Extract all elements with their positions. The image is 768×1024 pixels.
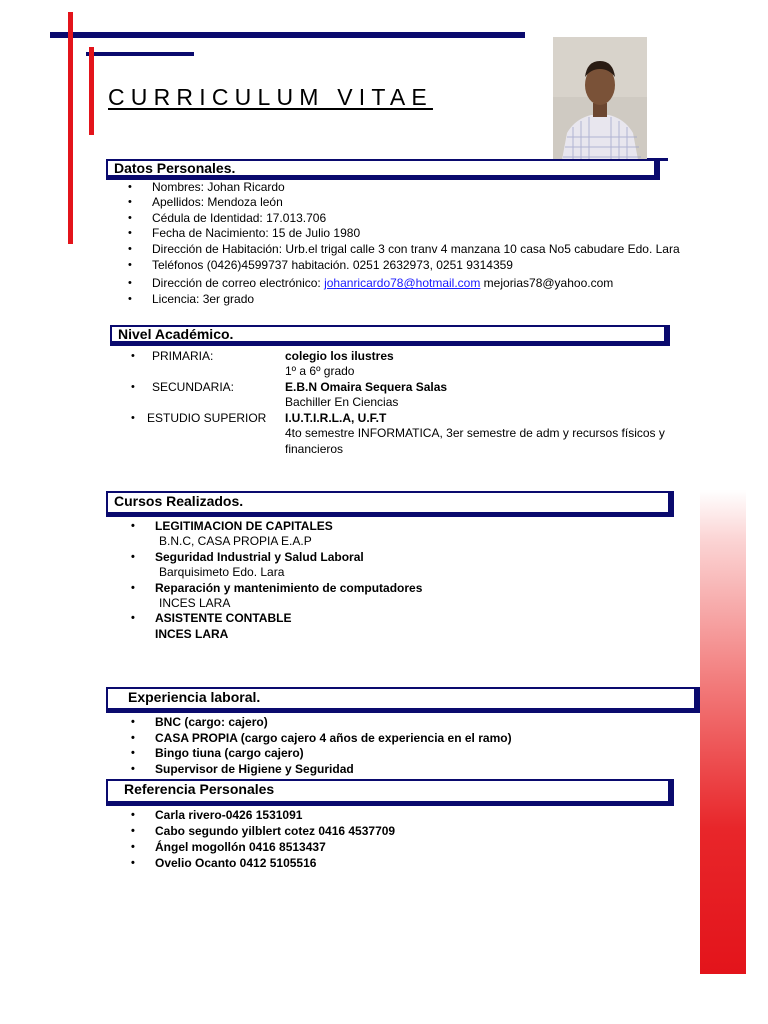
academic-label: ESTUDIO SUPERIOR bbox=[147, 411, 267, 425]
experience-list bbox=[131, 715, 691, 777]
list-item-email bbox=[128, 276, 688, 291]
personal-data-list bbox=[128, 180, 688, 307]
list-item: • Fecha de Nacimiento: 15 de Julio 1980 bbox=[128, 226, 688, 241]
list-item: • Cabo segundo yilblert cotez 0416 4537709 bbox=[131, 823, 691, 839]
course-place: Barquisimeto Edo. Lara bbox=[159, 565, 285, 580]
red-gradient-bar bbox=[700, 490, 746, 974]
list-item: • Bingo tiuna (cargo cajero) bbox=[131, 746, 691, 762]
school-name: E.B.N Omaira Sequera Salas bbox=[285, 380, 448, 394]
list-item: • Ángel mogollón 0416 8513437 bbox=[131, 839, 691, 855]
course-name: Seguridad Industrial y Salud Laboral bbox=[155, 549, 364, 564]
list-item: • Teléfonos (0426)4599737 habitación. 0251 2632973, 0251 9314359 bbox=[128, 258, 688, 273]
short-rule bbox=[86, 52, 194, 56]
list-item: • Carla rivero-0426 1531091 bbox=[131, 807, 691, 823]
academic-row: • PRIMARIA: colegio los ilustres 1º a 6º grado bbox=[131, 349, 711, 380]
section-title: Cursos Realizados. bbox=[114, 493, 244, 509]
section-title: Experiencia laboral. bbox=[128, 689, 261, 705]
section-header-academic bbox=[110, 325, 670, 346]
school-detail: Bachiller En Ciencias bbox=[285, 395, 399, 410]
red-vertical-rule-short bbox=[89, 47, 94, 135]
top-rule bbox=[50, 32, 525, 38]
academic-label: PRIMARIA: bbox=[152, 349, 214, 363]
list-item bbox=[131, 581, 691, 612]
course-name: LEGITIMACION DE CAPITALES bbox=[155, 519, 333, 533]
section-header-references bbox=[106, 779, 674, 806]
list-item bbox=[131, 611, 691, 642]
school-name: I.U.T.I.R.L.A, U.F.T bbox=[285, 411, 387, 425]
school-detail: 1º a 6º grado bbox=[285, 364, 355, 379]
list-item: • Supervisor de Higiene y Seguridad bbox=[131, 762, 691, 778]
section-title: Referencia Personales bbox=[124, 781, 275, 797]
references-list bbox=[131, 807, 691, 871]
courses-list bbox=[131, 519, 691, 642]
school-detail: 4to semestre INFORMATICA, 3er semestre de adm y recursos físicos y financieros bbox=[285, 426, 665, 456]
course-place: INCES LARA bbox=[155, 626, 229, 641]
list-item: • Licencia: 3er grado bbox=[128, 292, 688, 307]
section-title: Nivel Académico. bbox=[118, 326, 234, 342]
academic-value bbox=[285, 349, 705, 380]
list-item: • Nombres: Johan Ricardo bbox=[128, 180, 688, 195]
academic-value bbox=[285, 380, 705, 411]
section-title: Datos Personales. bbox=[114, 160, 236, 176]
list-item: • BNC (cargo: cajero) bbox=[131, 715, 691, 731]
section-header-personal bbox=[106, 159, 660, 180]
list-item: • CASA PROPIA (cargo cajero 4 años de experiencia en el ramo) bbox=[131, 731, 691, 747]
academic-row: • SECUNDARIA: E.B.N Omaira Sequera Salas Bachiller En Ciencias bbox=[131, 380, 711, 411]
red-vertical-rule bbox=[68, 12, 73, 244]
email-label: Dirección de correo electrónico: bbox=[152, 276, 325, 291]
academic-row: • ESTUDIO SUPERIOR I.U.T.I.R.L.A, U.F.T 4to semestre INFORMATICA, 3er semestre de adm y recursos físicos y financieros bbox=[131, 411, 711, 442]
section-header-experience bbox=[106, 687, 700, 713]
list-item: • Dirección de Habitación: Urb.el trigal calle 3 con tranv 4 manzana 10 casa No5 cabudare Edo. Lara bbox=[128, 242, 688, 257]
course-name: ASISTENTE CONTABLE bbox=[155, 611, 292, 626]
list-item: • Apellidos: Mendoza león bbox=[128, 195, 688, 210]
academic-value bbox=[285, 411, 705, 457]
page-title: CURRICULUM VITAE bbox=[108, 84, 433, 110]
course-name: Reparación y mantenimiento de computadores bbox=[155, 580, 423, 595]
list-item bbox=[131, 519, 691, 550]
email-link[interactable]: johanricardo78@hotmail.com bbox=[324, 276, 481, 291]
profile-photo bbox=[553, 37, 647, 165]
list-item: • Ovelio Ocanto 0412 5105516 bbox=[131, 855, 691, 871]
section-header-courses bbox=[106, 491, 674, 517]
academic-label: SECUNDARIA: bbox=[152, 380, 235, 394]
list-item bbox=[131, 550, 691, 581]
school-name: colegio los ilustres bbox=[285, 349, 394, 363]
list-item: • Cédula de Identidad: 17.013.706 bbox=[128, 211, 688, 226]
course-place: B.N.C, CASA PROPIA E.A.P bbox=[159, 534, 312, 549]
course-place: INCES LARA bbox=[159, 596, 231, 611]
email-secondary: mejorias78@yahoo.com bbox=[480, 276, 614, 291]
academic-list bbox=[131, 349, 711, 456]
